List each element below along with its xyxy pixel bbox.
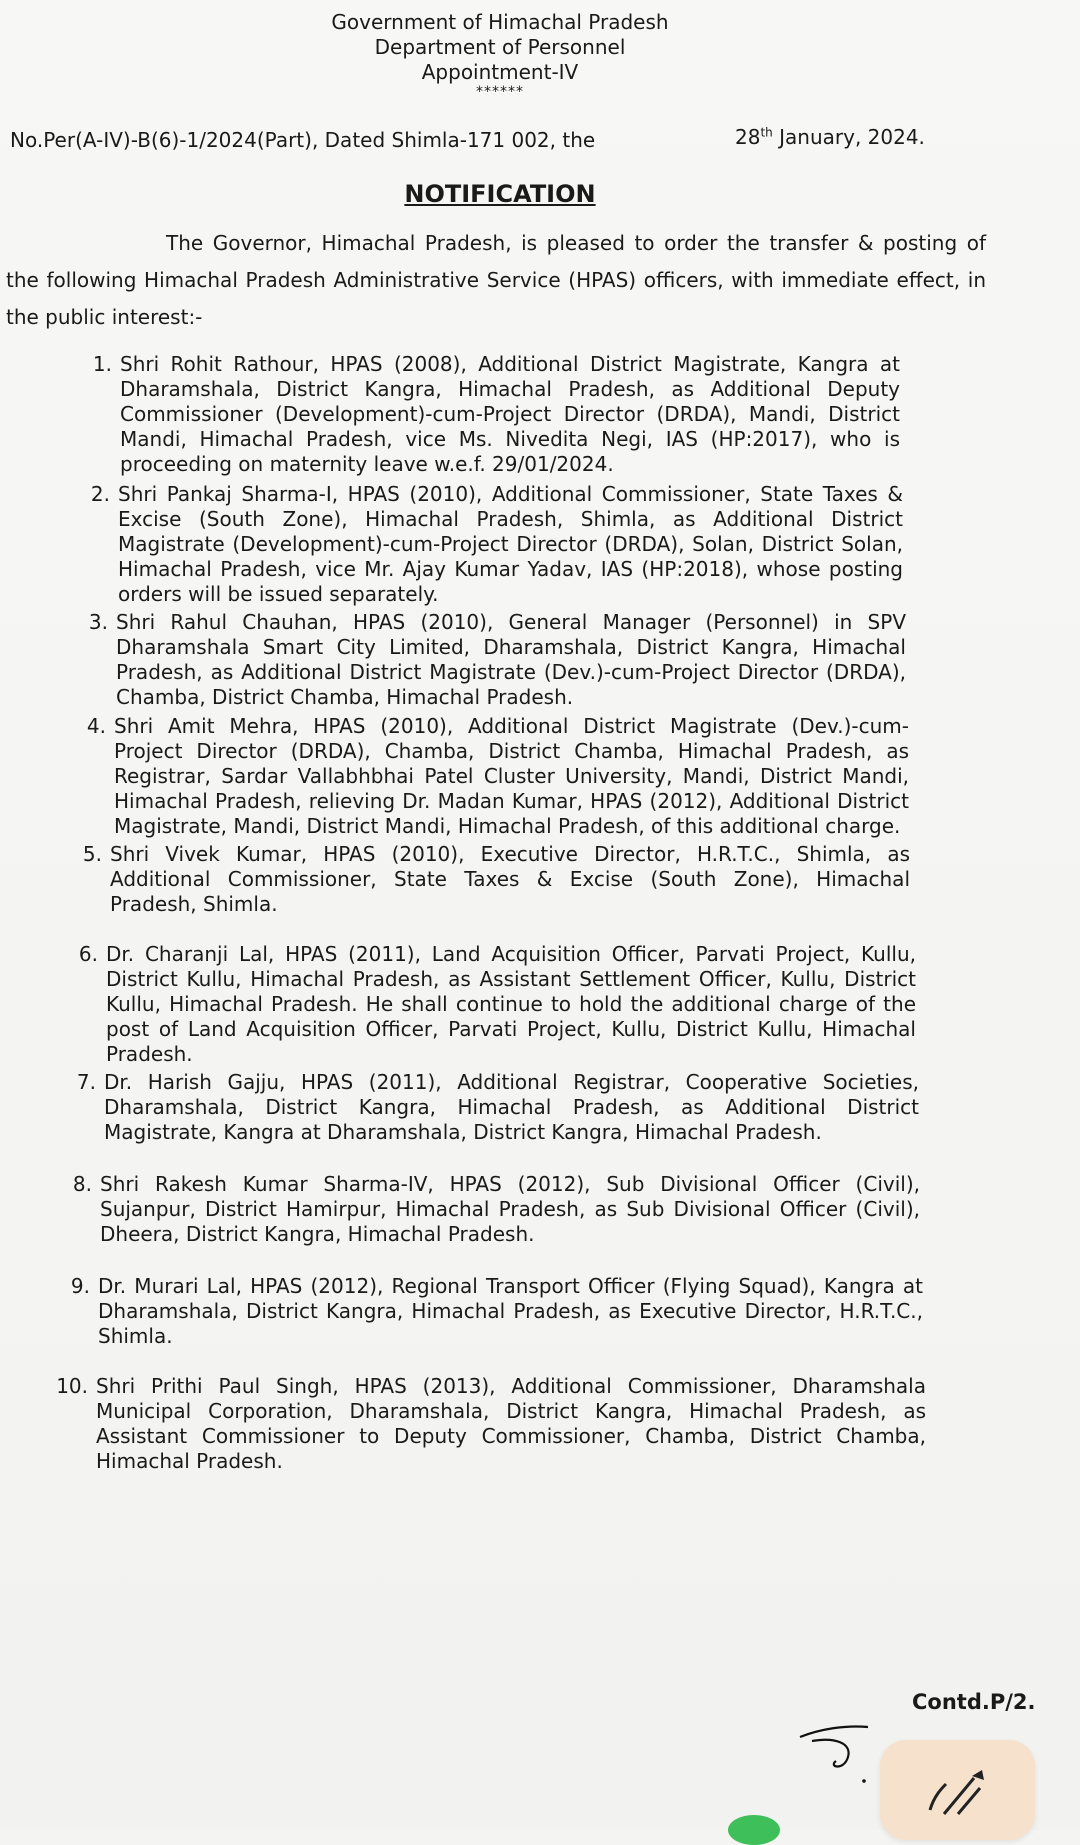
item-text: Shri Rahul Chauhan, HPAS (2010), General Manager (Personnel) in SPV Dharamshala Smart City Limited, Dharamshala, District Kangra, Himachal Pradesh, as Additional District Magistrate (Dev.)-cum-Project Director (DRDA), Chamba, District Chamba, Himachal Pradesh. [116,610,906,709]
intro-paragraph [6,225,986,336]
pen-mark-icon [924,1766,994,1821]
item-text: Dr. Harish Gajju, HPAS (2011), Additional Registrar, Cooperative Societies, Dharamshala, District Kangra, Himachal Pradesh, as Additional District Magistrate, Kangra at Dharamshala, District Kangra, Himachal Pradesh. [104,1070,919,1144]
green-mark [728,1815,780,1845]
item-number: 4. [86,714,106,738]
reference-number: No.Per(A-IV)-B(6)-1/2024(Part), Dated Shimla-171 002, the [10,128,596,152]
transfer-item [50,942,916,1067]
item-text: Shri Amit Mehra, HPAS (2010), Additional District Magistrate (Dev.)-cum-Project Director (DRDA), Chamba, District Chamba, Himachal Pradesh, as Registrar, Sardar Vallabhbhai Patel Cluster University, Mandi, District Mandi, Himachal Pradesh, relieving Dr. Madan Kumar, HPAS (2012), Additional District Magistrate, Mandi, District Mandi, Himachal Pradesh, of this additional charge. [114,714,909,838]
transfer-item [40,1374,926,1474]
item-text: Shri Prithi Paul Singh, HPAS (2013), Additional Commissioner, Dharamshala Municipal Corporation, Dharamshala, District Kangra, Himachal Pradesh, as Assistant Commissioner to Deputy Commissioner, Chamba, District Chamba, Himachal Pradesh. [96,1374,926,1473]
transfer-item [64,352,900,477]
stamp-overlay [880,1740,1035,1840]
item-text: Shri Pankaj Sharma-I, HPAS (2010), Additional Commissioner, State Taxes & Excise (South Zone), Himachal Pradesh, Shimla, as Additional District Magistrate (Development)-cum-Project Director (DRDA), Solan, District Solan, Himachal Pradesh, vice Mr. Ajay Kumar Yadav, IAS (HP:2018), whose posting orders will be issued separately. [118,482,903,606]
transfer-item [44,1172,920,1247]
transfer-item [42,1274,923,1349]
date-rest: January, 2024. [772,125,925,149]
transfer-item [54,842,910,917]
government-name: Government of Himachal Pradesh [331,10,669,34]
notification-title: NOTIFICATION [404,180,596,208]
item-text: Shri Vivek Kumar, HPAS (2010), Executive Director, H.R.T.C., Shimla, as Additional Commissioner, State Taxes & Excise (South Zone), Himachal Pradesh, Shimla. [110,842,910,916]
continued-marker: Contd.P/2. [912,1690,1036,1714]
transfer-item [48,1070,919,1145]
date-day: 28 [735,125,761,149]
item-number: 6. [78,942,98,966]
transfer-item [58,714,909,839]
item-number: 5. [82,842,102,866]
item-number: 1. [92,352,112,376]
notification-date [735,125,925,149]
date-suffix: th [760,125,773,140]
item-number: 9. [70,1274,90,1298]
item-text: Shri Rakesh Kumar Sharma-IV, HPAS (2012), Sub Divisional Officer (Civil), Sujanpur, District Hamirpur, Himachal Pradesh, as Sub Divisional Officer (Civil), Dheera, District Kangra, Himachal Pradesh. [100,1172,920,1246]
item-number: 2. [90,482,110,506]
intro-text: The Governor, Himachal Pradesh, is pleased to order the transfer & posting of the following Himachal Pradesh Administrative Service (HPAS) officers, with immediate effect, in the public interest:- [6,231,986,329]
item-text: Dr. Charanji Lal, HPAS (2011), Land Acquisition Officer, Parvati Project, Kullu, District Kullu, Himachal Pradesh, as Assistant Settlement Officer, Kullu, District Kullu, Himachal Pradesh. He shall continue to hold the additional charge of the post of Land Acquisition Officer, Parvati Project, Kullu, District Kullu, Himachal Pradesh. [106,942,916,1066]
item-number: 3. [88,610,108,634]
section-name: Appointment-IV [421,60,579,84]
item-number: 10. [56,1374,88,1398]
transfer-item [60,610,906,710]
department-name: Department of Personnel [374,35,626,59]
item-number: 8. [72,1172,92,1196]
item-text: Dr. Murari Lal, HPAS (2012), Regional Transport Officer (Flying Squad), Kangra at Dharamshala, District Kangra, Himachal Pradesh, as Executive Director, H.R.T.C., Shimla. [98,1274,923,1348]
transfer-item [62,482,903,607]
letterhead [0,10,1000,99]
reference-line [10,125,1060,152]
item-text: Shri Rohit Rathour, HPAS (2008), Additional District Magistrate, Kangra at Dharamshala, District Kangra, Himachal Pradesh, as Additional Deputy Commissioner (Development)-cum-Project Director (DRDA), Mandi, District Mandi, Himachal Pradesh, vice Ms. Nivedita Negi, IAS (HP:2017), who is proceeding on maternity leave w.e.f. 29/01/2024. [120,352,900,476]
item-number: 7. [76,1070,96,1094]
header-separator: ****** [476,84,524,100]
